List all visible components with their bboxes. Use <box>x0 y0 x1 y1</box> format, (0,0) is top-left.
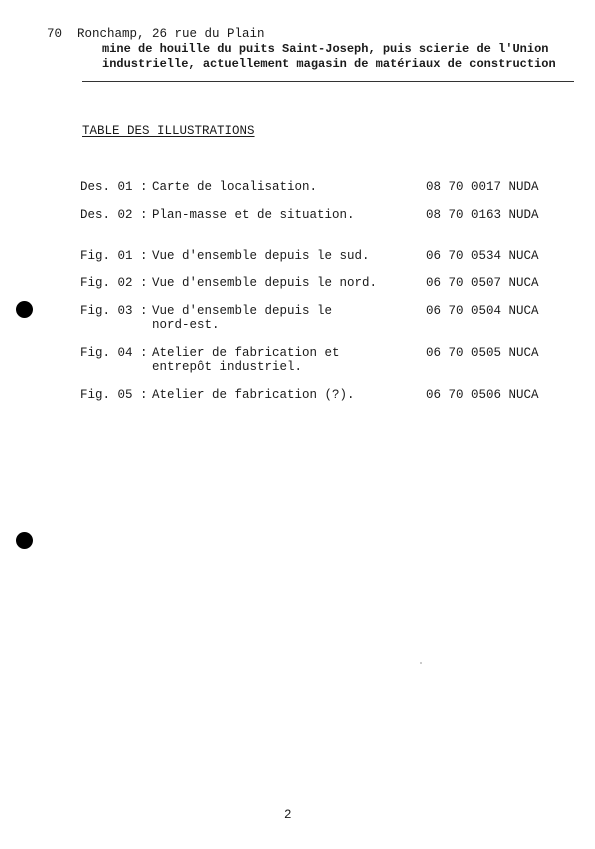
title-line-1: mine de houille du puits Saint-Joseph, puis scierie de l'Union <box>102 42 549 56</box>
entry-code: 06 70 0534 NUCA <box>426 249 539 263</box>
entry-text: Plan-masse et de situation. <box>152 208 355 222</box>
department-number: 70 <box>47 27 63 41</box>
entry-text: Atelier de fabrication et <box>152 346 340 360</box>
title-line-2: industrielle, actuellement magasin de matériaux de construction <box>102 57 556 71</box>
toc-title: TABLE DES ILLUSTRATIONS <box>82 124 255 138</box>
entry-text: Carte de localisation. <box>152 180 318 194</box>
page-number: 2 <box>284 808 292 822</box>
header-divider <box>82 81 574 82</box>
entry-code: 08 70 0017 NUDA <box>426 180 539 194</box>
entry-text-continued: entrepôt industriel. <box>152 360 303 374</box>
punch-hole-upper <box>16 301 33 318</box>
entry-label: Fig. 02 : <box>80 276 148 290</box>
entry-label: Fig. 04 : <box>80 346 148 360</box>
header-location-line <box>47 27 265 41</box>
location-address: Ronchamp, 26 rue du Plain <box>77 27 265 41</box>
entry-label: Des. 02 : <box>80 208 148 222</box>
entry-code: 06 70 0507 NUCA <box>426 276 539 290</box>
entry-text-continued: nord-est. <box>152 318 220 332</box>
entry-label: Fig. 03 : <box>80 304 148 318</box>
entry-label: Des. 01 : <box>80 180 148 194</box>
entry-code: 08 70 0163 NUDA <box>426 208 539 222</box>
entry-label: Fig. 01 : <box>80 249 148 263</box>
entry-text: Atelier de fabrication (?). <box>152 388 355 402</box>
entry-label: Fig. 05 : <box>80 388 148 402</box>
entry-text: Vue d'ensemble depuis le nord. <box>152 276 378 290</box>
entry-text: Vue d'ensemble depuis le sud. <box>152 249 370 263</box>
entry-code: 06 70 0505 NUCA <box>426 346 539 360</box>
entry-code: 06 70 0504 NUCA <box>426 304 539 318</box>
entry-code: 06 70 0506 NUCA <box>426 388 539 402</box>
scan-speck <box>420 662 422 664</box>
punch-hole-lower <box>16 532 33 549</box>
entry-text: Vue d'ensemble depuis le <box>152 304 333 318</box>
